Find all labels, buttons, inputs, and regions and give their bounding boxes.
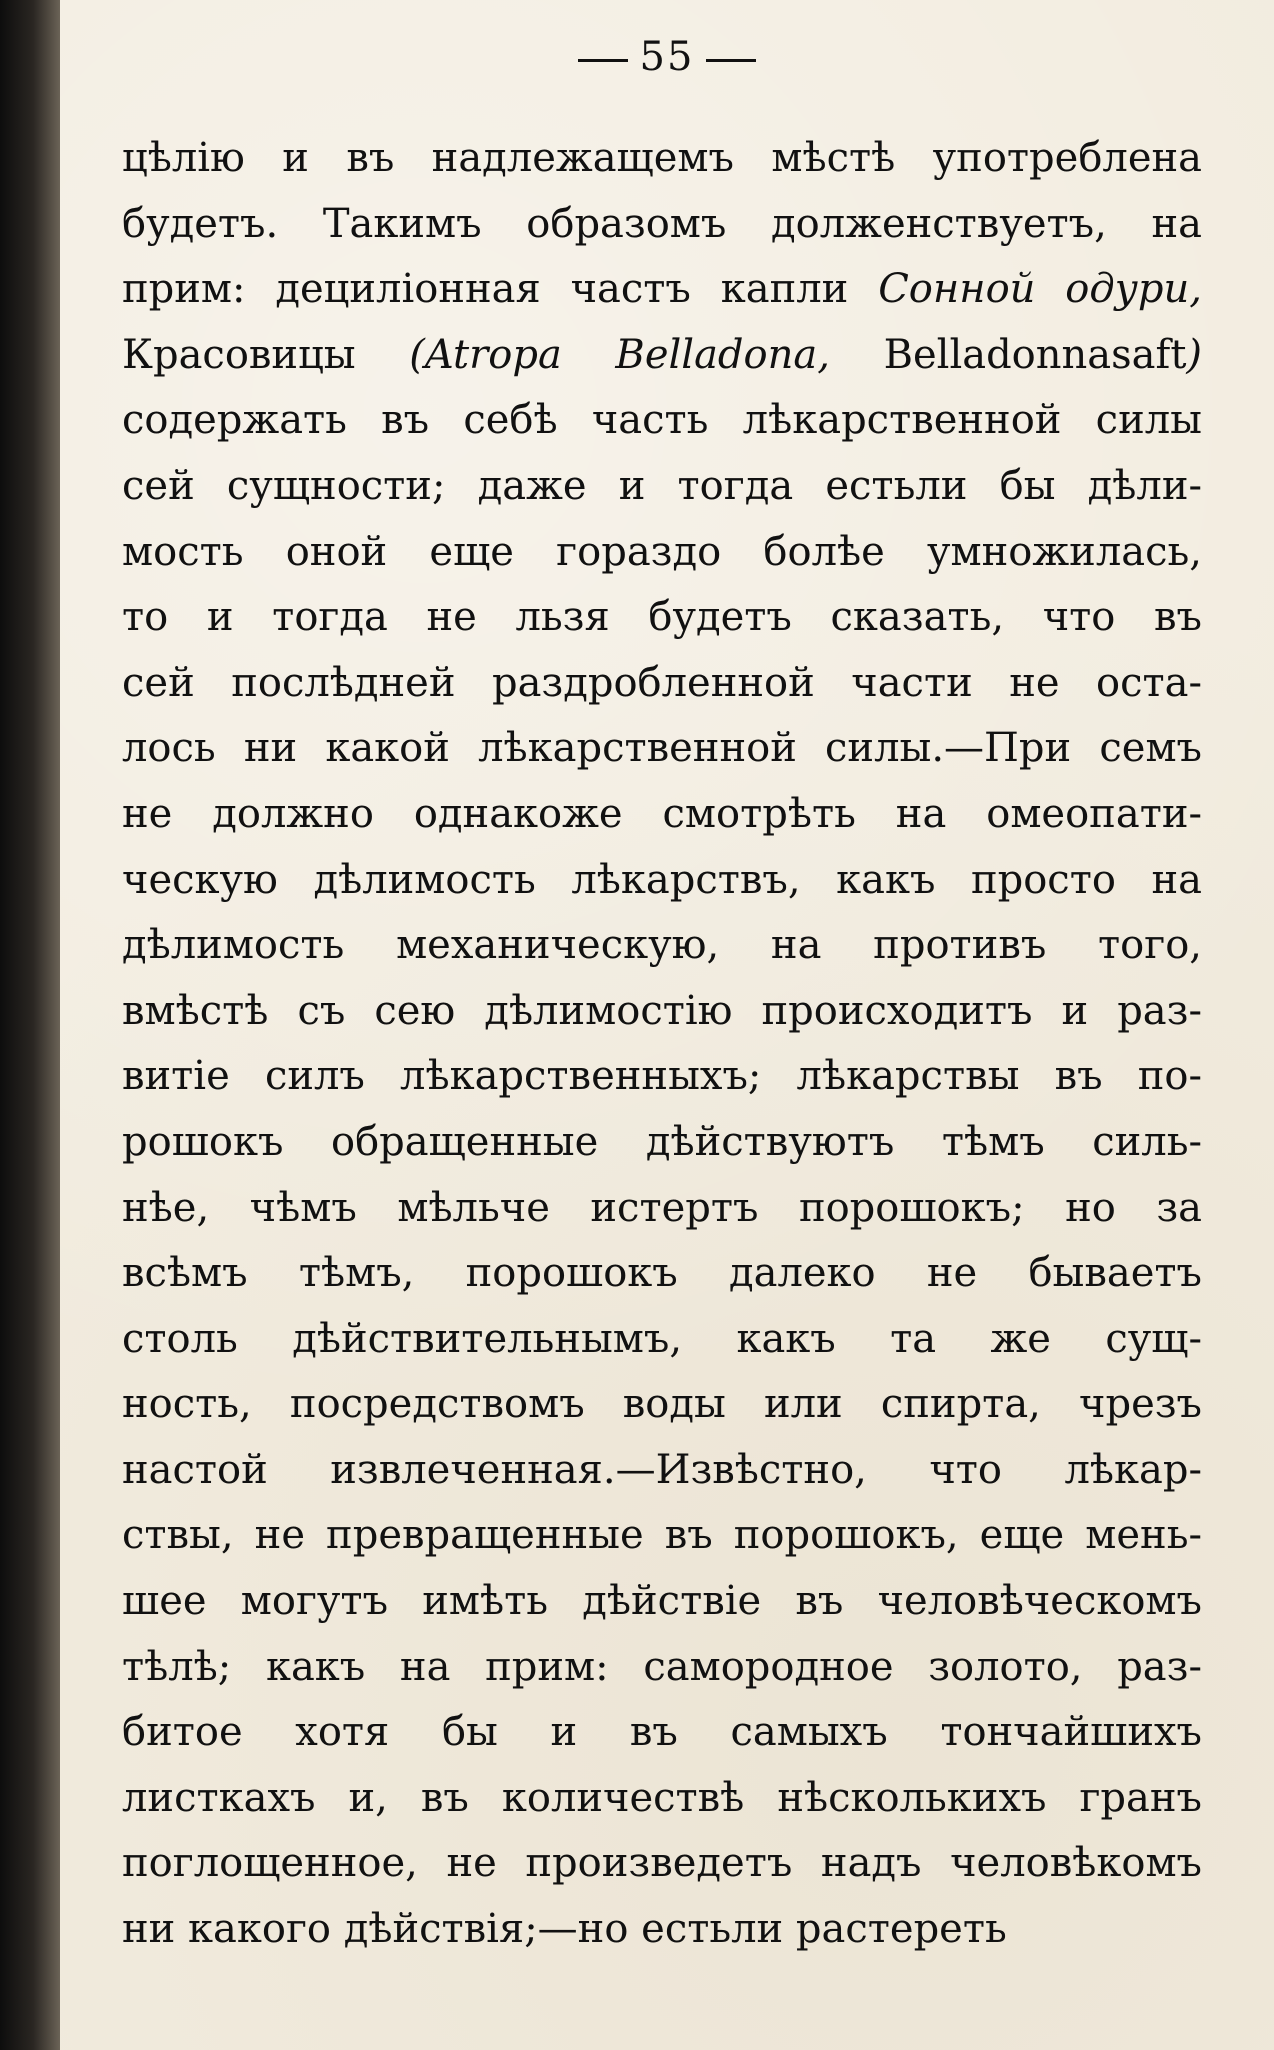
italic-phrase: (Atropa Belladona, xyxy=(355,331,884,378)
text-line: ствы, не превращенные въ порошокъ, еще мень- xyxy=(122,1512,1202,1559)
text-line: цѣлію и въ надлежащемъ мѣстѣ употреблена xyxy=(122,135,1202,181)
text-line: листкахъ и, въ количествѣ нѣсколькихъ гранъ xyxy=(122,1774,1202,1821)
text-line: нѣе, чѣмъ мѣльче истертъ порошокъ; но за xyxy=(122,1184,1202,1231)
text-line: ческую дѣлимость лѣкарствъ, какъ просто на xyxy=(122,856,1202,903)
text-line: сей сущности; даже и тогда естьли бы дѣли- xyxy=(122,462,1202,509)
text-line: Красовицы (Atropa Belladona, Belladonnasaft) xyxy=(122,331,1202,378)
text-line: содержать въ себѣ часть лѣкарственной силы xyxy=(122,397,1202,444)
text-line: вмѣстѣ съ сею дѣлимостію происходитъ и раз- xyxy=(122,987,1202,1034)
text-line: то и тогда не льзя будетъ сказать, что въ xyxy=(122,594,1202,641)
text-line: шее могутъ имѣть дѣйствіе въ человѣческомъ xyxy=(122,1578,1202,1625)
text-line: витіе силъ лѣкарственныхъ; лѣкарствы въ по- xyxy=(122,1053,1202,1100)
page-number xyxy=(60,34,1274,80)
text-line: тѣлѣ; какъ на прим: самородное золото, раз- xyxy=(122,1643,1202,1690)
scan-binding-edge xyxy=(0,0,60,2050)
text-line: настой извлеченная.—Извѣстно, что лѣкар- xyxy=(122,1446,1202,1493)
text-line: ность, посредствомъ воды или спирта, чрезъ xyxy=(122,1381,1202,1428)
page-number-value: 55 xyxy=(639,34,695,80)
text-line: битое хотя бы и въ самыхъ тончайшихъ xyxy=(122,1709,1202,1756)
book-page xyxy=(60,0,1274,2050)
text-line: не должно однакоже смотрѣть на омеопати- xyxy=(122,790,1202,837)
text-line: будетъ. Такимъ образомъ долженствуетъ, на xyxy=(122,200,1202,247)
text-line: столь дѣйствительнымъ, какъ та же сущ- xyxy=(122,1315,1202,1362)
text-line: прим: дециліонная частъ капли Сонной одури, xyxy=(122,266,1202,313)
italic-phrase: Сонной одури, xyxy=(878,266,1202,313)
page-number-dash-left xyxy=(578,59,628,62)
text-line: сей послѣдней раздробленной части не оста- xyxy=(122,659,1202,706)
text-line: ни какого дѣйствія;—но естьли растереть xyxy=(122,1906,1007,1953)
italic-phrase: ) xyxy=(1186,331,1202,378)
text-line: всѣмъ тѣмъ, порошокъ далеко не бываетъ xyxy=(122,1250,1202,1297)
page-number-dash-right xyxy=(706,59,756,62)
text-line: мость оной еще гораздо болѣе умножилась, xyxy=(122,528,1202,575)
text-line: поглощенное, не произведетъ надъ человѣкомъ xyxy=(122,1840,1202,1887)
text-line: рошокъ обращенные дѣйствуютъ тѣмъ силь- xyxy=(122,1118,1202,1165)
text-line: лось ни какой лѣкарственной силы.—При семъ xyxy=(122,725,1202,772)
body-text xyxy=(122,126,1202,1963)
text-line: дѣлимость механическую, на противъ того, xyxy=(122,922,1202,969)
